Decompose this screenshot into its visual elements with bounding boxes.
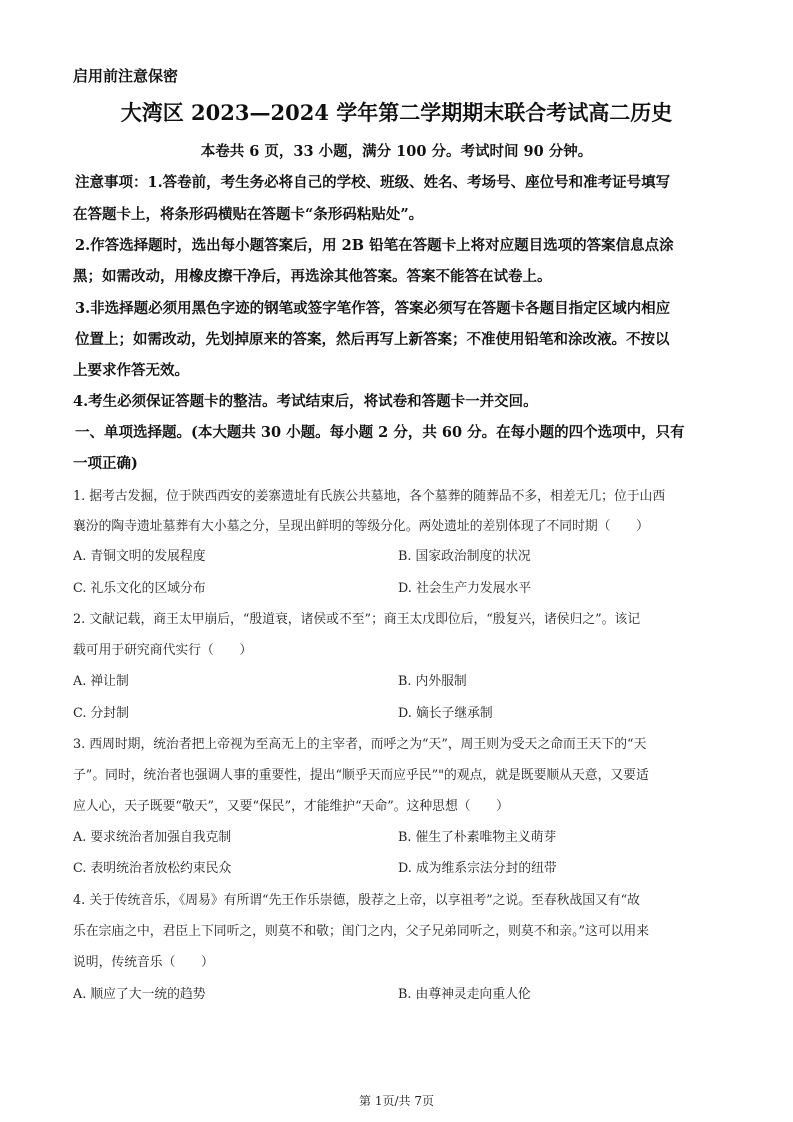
question-stem-line: 1. 据考古发掘，位于陕西西安的姜寨遗址有氏族公共墓地，各个墓葬的随葬品不多，相差无几；位于山西: [73, 489, 666, 504]
option-b: B. 催生了朴素唯物主义萌芽: [398, 830, 557, 845]
instruction-line: 上要求作答无效。: [73, 362, 189, 379]
question-stem-line: 说明，传统音乐（ ）: [73, 955, 214, 970]
option-b: B. 内外服制: [398, 674, 467, 689]
option-d: D. 社会生产力发展水平: [398, 581, 532, 596]
question-stem-line: 2. 文献记载，商王太甲崩后，“殷道衰，诸侯或不至”；商王太戊即位后，“殷复兴，诸侯归之”。该记: [73, 612, 641, 627]
option-a: A. 要求统治者加强自我克制: [73, 830, 232, 845]
option-a: A. 禅让制: [73, 674, 129, 689]
question-stem-line: 子”。同时，统治者也强调人事的重要性，提出“顺乎天而应乎民”"的观点，就是既要顺从天意，又要适: [73, 768, 649, 783]
option-b: B. 国家政治制度的状况: [398, 549, 531, 564]
option-a: A. 顺应了大一统的趋势: [73, 987, 206, 1002]
instruction-line: 4.考生必须保证答题卡的整洁。考试结束后，将试卷和答题卡一并交回。: [73, 393, 538, 410]
instruction-line: 在答题卡上，将条形码横贴在答题卡“条形码粘贴处”。: [73, 206, 424, 223]
confidential-notice: 启用前注意保密: [73, 67, 179, 85]
instruction-line: 3.非选择题必须用黑色字迹的钢笔或签字笔作答，答案必须写在答题卡各题目指定区域内相应: [75, 300, 671, 317]
question-stem-line: 乐在宗庙之中，君臣上下同听之，则莫不和敬；闺门之内，父子兄弟同听之，则莫不和亲。”这可以用来: [73, 924, 650, 939]
instruction-line: 2.作答选择题时，选出每小题答案后，用 2B 铅笔在答题卡上将对应题目选项的答案信息点涂: [75, 237, 674, 254]
option-d: D. 嫡长子继承制: [398, 706, 493, 721]
option-b: B. 由尊神灵走向重人伦: [398, 987, 531, 1002]
question-stem-line: 襄汾的陶寺遗址墓葬有大小墓之分，呈现出鲜明的等级分化。两处遗址的差别体现了不同时期（ ）: [73, 519, 649, 534]
section-heading-line: 一项正确): [73, 455, 138, 472]
instruction-line: 黑；如需改动，用橡皮擦干净后，再选涂其他答案。答案不能答在试卷上。: [73, 268, 552, 285]
option-c: C. 礼乐文化的区域分布: [73, 581, 206, 596]
question-stem-line: 载可用于研究商代实行（ ）: [73, 643, 253, 658]
instruction-line: 注意事项：1.答卷前，考生务必将自己的学校、班级、姓名、考场号、座位号和准考证号填写: [75, 174, 671, 191]
question-stem-line: 4. 关于传统音乐，《周易》有所谓“先王作乐崇德，殷荐之上帝，以享祖考”之说。至春秋战国又有“故: [73, 893, 640, 908]
section-heading-line: 一、单项选择题。(本大题共 30 小题。每小题 2 分，共 60 分。在每小题的四个选项中，只有: [75, 424, 685, 441]
option-c: C. 分封制: [73, 706, 129, 721]
page-number: 第 1页/共 7页: [359, 1094, 434, 1108]
instruction-line: 位置上；如需改动，先划掉原来的答案，然后再写上新答案；不准使用铅笔和涂改液。不按以: [75, 331, 670, 348]
exam-info: 本卷共 6 页，33 小题，满分 100 分。考试时间 90 分钟。: [200, 143, 593, 160]
page-title: 大湾区 2023—2024 学年第二学期期末联合考试高二历史: [120, 100, 673, 125]
question-stem-line: 应人心，天子既要“敬天”，又要“保民”，才能维护“天命”。这种思想（ ）: [73, 799, 509, 814]
question-stem-line: 3. 西周时期，统治者把上帝视为至高无上的主宰者，而呼之为“天”，周王则为受天之命而王天下的“天: [73, 737, 647, 752]
option-a: A. 青铜文明的发展程度: [73, 549, 206, 564]
option-c: C. 表明统治者放松约束民众: [73, 861, 232, 876]
option-d: D. 成为维系宗法分封的纽带: [398, 861, 557, 876]
